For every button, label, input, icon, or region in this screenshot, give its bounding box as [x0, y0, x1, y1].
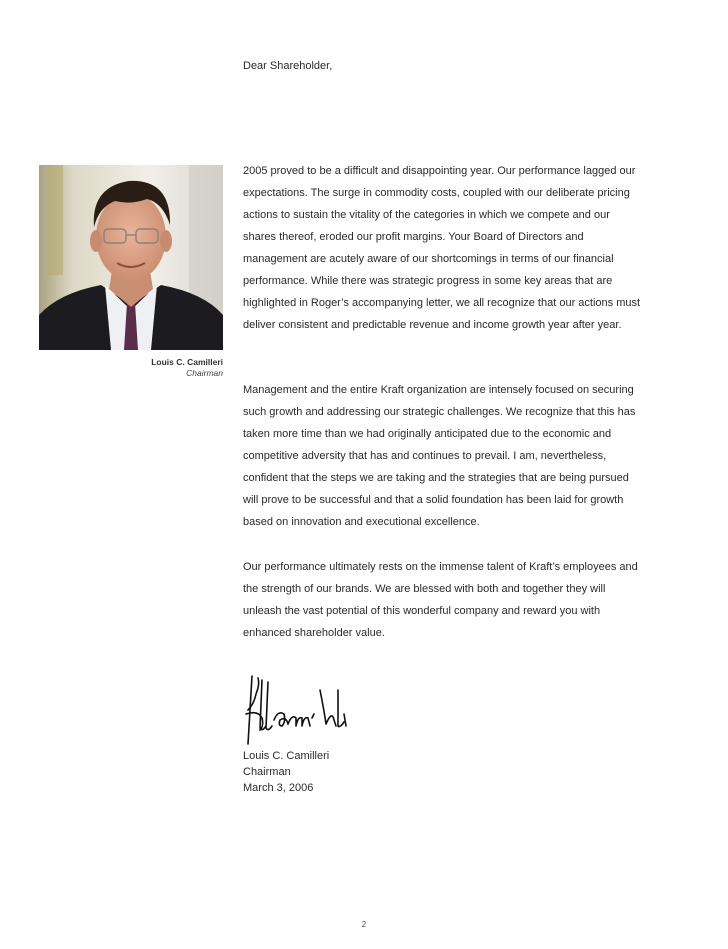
handwritten-signature	[240, 670, 355, 748]
body-paragraph-2: Management and the entire Kraft organization are intensely focused on securing such growth and addressing our strategic challenges. We recognize that this has taken more time than we had originally anticipated due to the economic and competitive adversity that has and continues to prevail. I am, nevertheless, confident that the steps we are taking and the strategies that are being pursued will prove to be successful and that a solid foundation has been laid for growth based on innovation and executional excellence.	[243, 384, 636, 528]
portrait-caption-name: Louis C. Camilleri	[151, 357, 223, 367]
signoff-date: March 3, 2006	[243, 782, 314, 794]
body-paragraph-1: 2005 proved to be a difficult and disappointing year. Our performance lagged our expectations. The surge in commodity costs, coupled with our deliberate pricing actions to sustain the vitality of the categories in which we compete and our shares thereof, eroded our profit margins. Your Board of Directors and management are acutely aware of our shortcomings in terms of our financial performance. While there was strategic progress in some key areas that are highlighted in Roger’s accompanying letter, we all recognize that our actions must deliver consistent and predictable revenue and income growth year after year.	[243, 165, 641, 331]
signature-block	[243, 748, 329, 796]
portrait-caption-title: Chairman	[186, 368, 223, 378]
page-number: 2	[361, 920, 367, 929]
chairman-portrait	[39, 165, 223, 350]
signoff-name: Louis C. Camilleri	[243, 750, 330, 762]
body-paragraph-3: Our performance ultimately rests on the immense talent of Kraft’s employees and the strength of our brands. We are blessed with both and together they will unleash the vast potential of this wonderful company and reward you with enhanced shareholder value.	[243, 561, 638, 639]
signoff-title: Chairman	[243, 766, 291, 778]
salutation: Dear Shareholder,	[243, 60, 333, 72]
